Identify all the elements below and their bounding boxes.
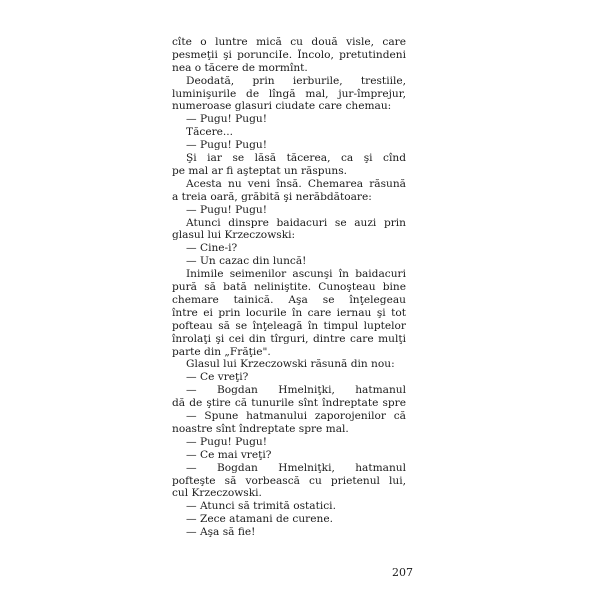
text-line: numeroase glasuri ciudate care chemau: <box>172 100 392 113</box>
text-line: — Spune hatmanului zaporojenilor că <box>186 410 406 423</box>
text-line: glasul lui Krzeczowski: <box>172 229 296 242</box>
text-line: noastre sînt îndreptate spre mal. <box>172 422 349 435</box>
text-line: — Ce mai vreţi? <box>186 448 272 461</box>
text-line: pe mal ar fi aşteptat un răspuns. <box>172 164 348 177</box>
text-line: pură să bată neliniştite. Cunoşteau bine <box>172 281 406 294</box>
text-line: cul Krzeczowski. <box>172 487 262 500</box>
text-line: — Pugu! Pugu! <box>186 203 267 216</box>
text-line: — Bogdan Hmelniţki, hatmanul <box>186 461 406 474</box>
text-line: Atunci dinspre baidacuri se auzi prin <box>186 216 406 229</box>
text-line: nea o tăcere de mormînt. <box>172 61 308 74</box>
text-line: — Bogdan Hmelniţki, hatmanul <box>186 384 406 397</box>
page-text-block <box>172 36 406 539</box>
text-line: pofteau să se înţeleagă în timpul luptelor <box>172 319 406 332</box>
text-line: între ei prin locurile în care iernau şi tot <box>172 306 406 319</box>
text-line: — Pugu! Pugu! <box>186 139 267 152</box>
text-line: chemare tainică. Aşa se înţelegeau <box>172 293 406 306</box>
text-line: pesmeţii şi porunciIe. Încolo, pretutindeni <box>172 48 406 61</box>
text-line: — Pugu! Pugu! <box>186 113 267 126</box>
text-line: Şi iar se lăsă tăcerea, ca şi cînd <box>186 152 406 165</box>
text-line: Glasul lui Krzeczowski răsună din nou: <box>186 358 395 371</box>
text-line: Tăcere... <box>186 126 234 139</box>
text-line: — Un cazac din luncă! <box>186 255 307 268</box>
text-line: Deodată, prin ierburile, trestiile, <box>186 74 406 87</box>
text-line: — Pugu! Pugu! <box>186 435 267 448</box>
text-line: parte din „Frăţie". <box>172 345 271 358</box>
text-line: — Aşa să fie! <box>186 526 256 539</box>
text-line: — Ce vreţi? <box>186 371 249 384</box>
text-line: înrolaţi şi cei din tîrguri, dintre care mulţi <box>172 332 406 345</box>
text-line: Inimile seimenilor ascunşi în baidacuri <box>186 268 406 281</box>
text-line: cîte o luntre mică cu două visle, care <box>172 36 406 48</box>
text-line: — Atunci să trimită ostatici. <box>186 500 336 513</box>
text-line: luminişurile de lîngă mal, jur-împrejur, <box>172 87 406 100</box>
text-line: Acesta nu veni însă. Chemarea răsună <box>186 177 406 190</box>
text-line: — Zece atamani de curene. <box>186 513 333 526</box>
text-line: dă de ştire că tunurile sînt îndreptate spre <box>172 397 406 410</box>
page-number: 207 <box>392 566 413 579</box>
text-line: a treia oară, grăbită şi nerăbdătoare: <box>172 190 372 203</box>
text-line: pofteşte să vorbească cu prietenul lui, <box>172 474 406 487</box>
text-line: — Cine-i? <box>186 242 238 255</box>
